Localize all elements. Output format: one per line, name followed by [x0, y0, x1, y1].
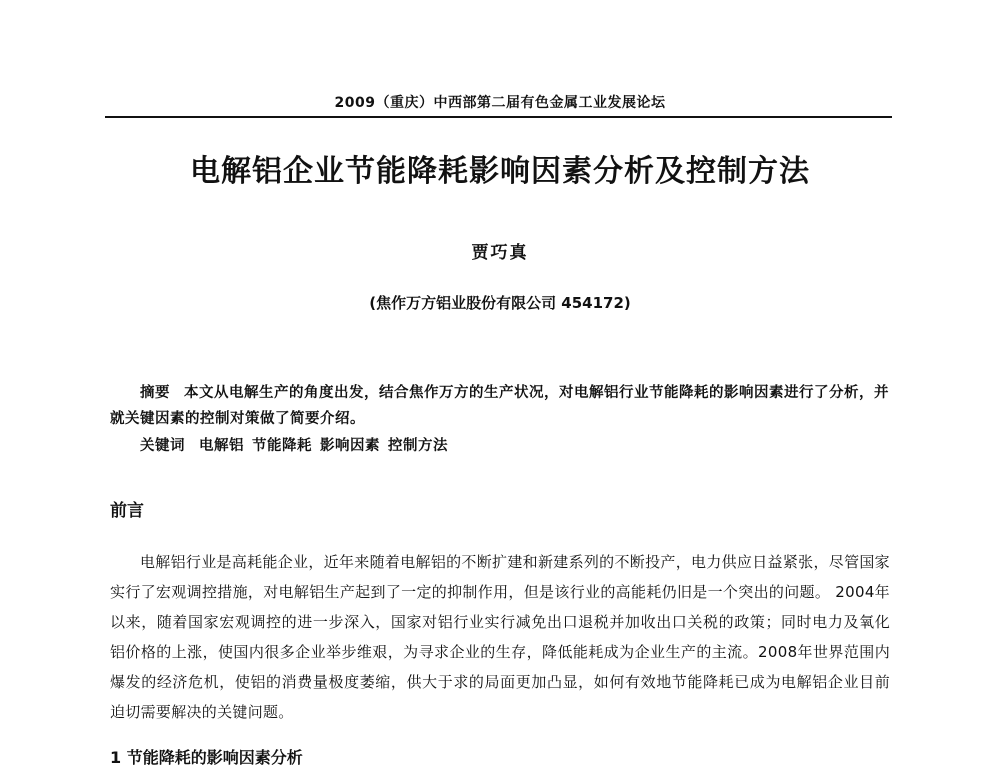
keywords-line [140, 434, 890, 455]
author-affiliation: (焦作万方铝业股份有限公司 454172) [369, 294, 631, 312]
keyword-item: 影响因素 [320, 437, 380, 454]
keyword-item: 电解铝 [199, 437, 244, 454]
abstract-text: 本文从电解生产的角度出发，结合焦作万方的生产状况，对电解铝行业节能降耗的影响因素进行了分析，并就关键因素的控制对策做了简要介绍。 [110, 384, 889, 427]
section-heading-preface: 前言 [110, 501, 144, 521]
running-header: 2009（重庆）中西部第二届有色金属工业发展论坛 [334, 95, 666, 111]
keyword-item: 控制方法 [388, 437, 448, 454]
abstract-paragraph [110, 380, 890, 432]
keywords-label: 关键词 [140, 438, 185, 454]
abstract-label: 摘要 [140, 385, 170, 401]
section-heading-1: 1 节能降耗的影响因素分析 [110, 748, 303, 767]
keyword-item: 节能降耗 [252, 437, 312, 454]
paper-author: 贾巧真 [471, 243, 529, 263]
paper-title: 电解铝企业节能降耗影响因素分析及控制方法 [190, 154, 810, 189]
preface-paragraph: 电解铝行业是高耗能企业，近年来随着电解铝的不断扩建和新建系列的不断投产，电力供应日益紧张，尽管国家实行了宏观调控措施，对电解铝生产起到了一定的抑制作用，但是该行业的高能耗仍旧是一个突出的问题。 2004年以来，随着国家宏观调控的进一步深入，国家对铝行业实行减免出口退税并加收出口关税的政策；同时电力及氧化铝价格的上涨，使国内很多企业举步维艰，为寻求企业的生存，降低能耗成为企业生产的主流。2008年世界范围内爆发的经济危机，使铝的消费量极度萎缩，供大于求的局面更加凸显，如何有效地节能降耗已成为电解铝企业目前迫切需要解决的关键问题。 [110, 553, 890, 721]
header-rule [105, 116, 892, 118]
